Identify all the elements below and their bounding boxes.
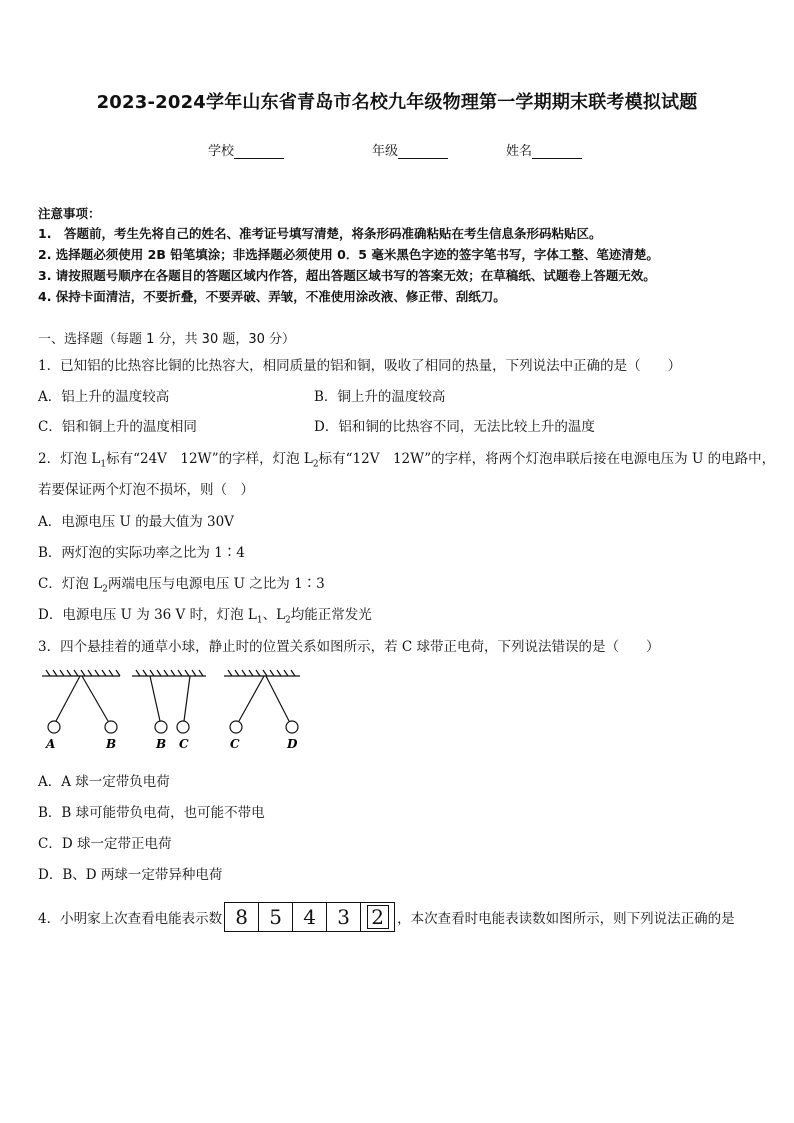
section-heading: 一、选择题（每题 1 分，共 30 题，30 分） (38, 332, 296, 347)
q3-option-d: D．B、D 两球一定带异种电荷 (38, 867, 223, 883)
q3-option-c: C．D 球一定带正电荷 (38, 836, 172, 852)
q2-subscript: 1 (100, 459, 107, 470)
q4-stem-text: ，本次查看时电能表读数如图所示，则下列说法正确的是 (397, 911, 735, 927)
grade-field (372, 140, 448, 159)
note-item: 3. 请按照题号顺序在各题目的答题区域内作答，超出答题区域书写的答案无效；在草稿纸、试题卷上答题无效。 (38, 268, 656, 283)
name-label: 姓名 (506, 144, 533, 159)
q2-subscript: 2 (285, 615, 291, 626)
ceiling-hatch (228, 670, 295, 676)
q1-option-a: A．铝上升的温度较高 (38, 389, 170, 405)
q2-option-d-text: D．电源电压 U 为 36 V 时，灯泡 L (38, 607, 257, 623)
q2-option-b: B．两灯泡的实际功率之比为 1∶4 (38, 545, 245, 561)
q2-option-c (38, 572, 325, 595)
q2-stem-line2: 若要保证两个灯泡不损坏，则（ ） (38, 482, 254, 498)
q2-option-d-text: 、L (262, 607, 286, 623)
name-field (506, 140, 582, 159)
q3-stem: 3．四个悬挂着的通草小球，静止时的位置关系如图所示，若 C 球带正电荷，下列说法错误的是（ ） (38, 639, 660, 655)
school-blank (234, 144, 284, 159)
q1-option-d: D．铝和铜的比热容不同，无法比较上升的温度 (314, 419, 595, 435)
ball-d (286, 721, 298, 733)
q2-subscript: 1 (256, 615, 263, 626)
note-item: 1. 答题前，考生先将自己的姓名、准考证号填写清楚，将条形码准确粘贴在考生信息条形码粘贴区。 (38, 226, 602, 241)
page-title: 2023-2024学年山东省青岛市名校九年级物理第一学期期末联考模拟试题 (96, 92, 698, 113)
note-item: 2. 选择题必须使用 2B 铅笔填涂；非选择题必须使用 0．5 毫米黑色字迹的签字笔书写，字体工整、笔迹清楚。 (38, 247, 659, 262)
ball-c2 (230, 721, 242, 733)
q2-stem (38, 447, 775, 470)
ball-b2 (155, 721, 167, 733)
q1-option-b: B．铜上升的温度较高 (314, 389, 446, 405)
school-field (208, 140, 284, 159)
meter-digit-decimal (361, 903, 394, 931)
q1-option-c: C．铝和铜上升的温度相同 (38, 419, 197, 435)
q3-option-a: A．A 球一定带负电荷 (38, 774, 170, 790)
thread-b2 (150, 676, 160, 721)
q2-option-c-text: 两端电压与电源电压 U 之比为 1∶3 (107, 576, 325, 592)
figure-label: D (287, 737, 298, 751)
ball-a (48, 721, 60, 733)
notes-heading: 注意事项： (38, 206, 101, 221)
q4-stem-text: 4．小明家上次查看电能表示数 (38, 911, 223, 927)
grade-label: 年级 (372, 144, 399, 159)
figure-label: C (230, 737, 240, 751)
meter-decimal-box: 2 (367, 905, 389, 929)
q2-option-c-text: C．灯泡 L (38, 576, 103, 592)
figure-label: C (179, 737, 189, 751)
school-label: 学校 (208, 144, 235, 159)
q4-stem (38, 902, 735, 932)
meter-digit: 3 (327, 903, 361, 931)
thread-b (82, 676, 108, 721)
q2-stem-text: 标有“24V 12W”的字样，灯泡 L (106, 451, 313, 467)
q3-option-b: B．B 球可能带负电荷，也可能不带电 (38, 805, 265, 821)
note-item: 4. 保持卡面清洁，不要折叠，不要弄破、弄皱，不准使用涂改液、修正带、刮纸刀。 (38, 289, 506, 304)
hanging-balls-figure (38, 668, 328, 754)
q2-option-d-text: 均能正常发光 (290, 607, 372, 623)
q2-option-a: A．电源电压 U 的最大值为 30V (38, 514, 234, 530)
q1-stem: 1．已知铝的比热容比铜的比热容大，相同质量的铝和铜，吸收了相同的热量，下列说法中正确的是（ ） (38, 358, 682, 374)
q2-stem-text: 2．灯泡 L (38, 451, 101, 467)
thread-d (266, 676, 289, 721)
thread-a (56, 676, 80, 721)
grade-blank (398, 144, 448, 159)
figure-label: B (156, 737, 167, 751)
q2-subscript: 2 (102, 584, 108, 595)
thread-c (184, 676, 190, 721)
ball-c (177, 721, 189, 733)
energy-meter-display (224, 902, 395, 932)
meter-digit: 8 (225, 903, 259, 931)
name-blank (532, 144, 582, 159)
ceiling-hatch (46, 670, 120, 676)
meter-digit: 5 (259, 903, 293, 931)
thread-c2 (239, 676, 264, 721)
figure-label: A (46, 737, 56, 751)
figure-label: B (106, 737, 117, 751)
ceiling-hatch (136, 670, 203, 676)
q2-option-d (38, 603, 372, 626)
q2-stem-text: 标有“12V 12W”的字样，将两个灯泡串联后接在电源电压为 U 的电路中， (318, 451, 776, 467)
meter-digit: 4 (293, 903, 327, 931)
q2-subscript: 2 (312, 459, 319, 470)
ball-b (105, 721, 117, 733)
